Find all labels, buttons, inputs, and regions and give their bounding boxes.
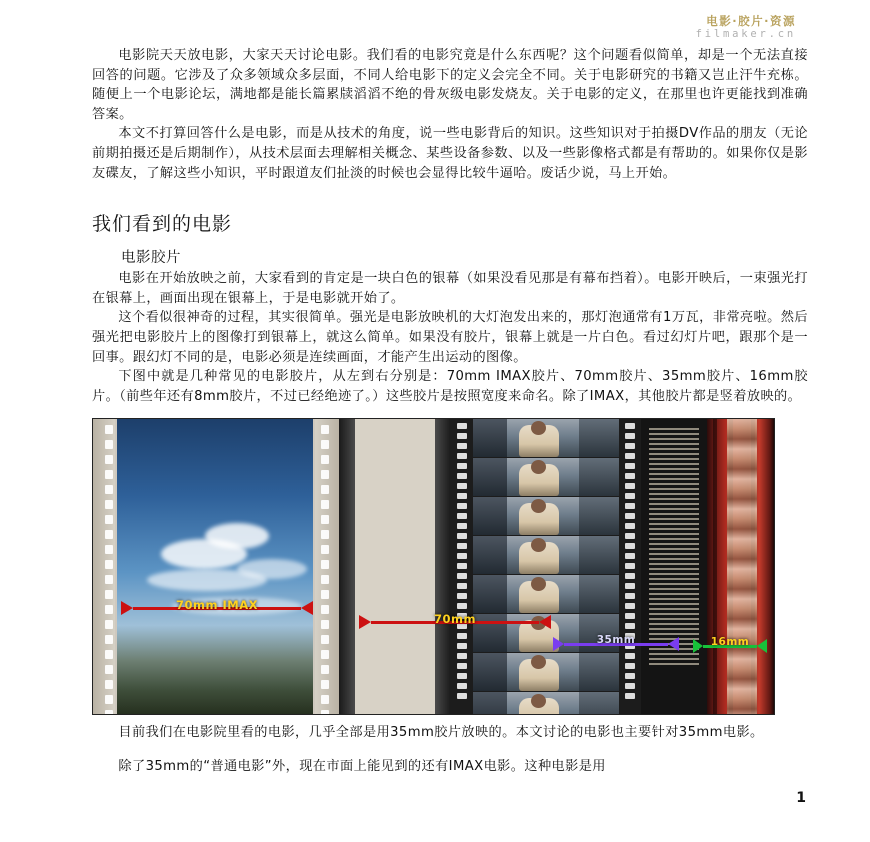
- measure-arrow-16mm: [693, 636, 767, 653]
- paragraph-5: 下图中就是几种常见的电影胶片，从左到右分别是：70mm IMAX胶片、70mm胶片、35mm胶片、16mm胶片。（前些年还有8mm胶片，不过已经绝迹了。）这些胶片是按照宽度来命名。除了IMAX，其他胶片都是竖着放映的。: [92, 369, 808, 404]
- paragraph-3: 电影在开始放映之前，大家看到的肯定是一块白色的银幕（如果没看见那是有幕布挡着）。电影开映后，一束强光打在银幕上，画面出现在银幕上，于是电影就开始了。: [92, 271, 808, 306]
- film-strip-text-lines: [649, 425, 699, 668]
- measure-label-imax: 70mm IMAX: [176, 598, 258, 613]
- paragraph-1: 电影院天天放电影，大家天天讨论电影。我们看的电影究竟是什么东西呢？这个问题看似简单，却是一个无法直接回答的问题。它涉及了众多领域众多层面，不同人给电影下的定义会完全不同。关于电影研究的书籍又岂止汗牛充栋。随便上一个电影论坛，满地都是能长篇累牍滔滔不绝的骨灰级电影发烧友。关于电影的定义，在那里也许更能找到准确答案。: [92, 48, 808, 122]
- film-frame: [473, 497, 619, 535]
- paragraph-2: 本文不打算回答什么是电影，而是从技术的角度，说一些电影背后的知识。这些知识对于拍摄DV作品的朋友（无论前期拍摄还是后期制作），从技术层面去理解相关概念、某些设备参数、以及一些影像格式都是有帮助的。如果你仅是影友碟友，了解这些小知识，平时跟道友们扯淡的时候也会显得比较牛逼哈。废话少说，马上开始。: [92, 126, 808, 181]
- subsection-heading: 电影胶片: [121, 250, 181, 267]
- film-strip-35mm-perforations-right: [621, 419, 639, 714]
- measure-label-70mm: 70mm: [434, 612, 476, 627]
- logo-chinese-text: 电影·胶片·资源: [706, 14, 796, 28]
- page-number: 1: [796, 790, 806, 806]
- film-strip-70mm-right-edge: [435, 419, 451, 714]
- film-strip-35mm-frames: [473, 419, 619, 714]
- cloud-shape: [205, 523, 269, 549]
- film-frame: [473, 458, 619, 496]
- logo-latin-text: filmaker.cn: [695, 28, 796, 41]
- measure-label-35mm: 35mm: [596, 634, 636, 647]
- film-formats-figure: [92, 418, 775, 715]
- paragraph-7: 除了35mm的“普通电影”外，现在市面上能见到的还有IMAX电影。这种电影是用: [118, 758, 606, 774]
- paragraph-4: 这个看似很神奇的过程，其实很简单。强光是电影放映机的大灯泡发出来的，那灯泡通常有1万瓦，非常亮啦。然后强光把电影胶片上的图像打到银幕上，就这么简单。如果没有胶片，银幕上就是一片白色。看过幻灯片吧，跟那个是一回事。跟幻灯不同的是，电影必须是连续画面，才能产生出运动的图像。: [92, 310, 808, 365]
- film-frame: [473, 419, 619, 457]
- measure-arrow-70mm-imax: [121, 598, 313, 615]
- measure-arrow-35mm: [553, 634, 679, 651]
- film-frame: [473, 653, 619, 691]
- measure-arrow-70mm: [359, 612, 551, 629]
- imax-frame-image: [117, 419, 313, 714]
- document-content: [92, 46, 808, 777]
- section-heading: 我们看到的电影: [92, 213, 233, 236]
- site-logo: [696, 14, 796, 42]
- film-strip-35mm-perforations-left: [453, 419, 471, 714]
- imax-sprocket-holes-left: [103, 419, 115, 714]
- film-strip-70mm-left-edge: [339, 419, 355, 714]
- film-strip-70mm-emulsion: [355, 419, 435, 714]
- film-strip-16mm-frame: [727, 419, 757, 714]
- paragraph-6: 目前我们在电影院里看的电影，几乎全部是用35mm胶片放映的。本文讨论的电影也主要针对35mm电影。: [118, 725, 764, 741]
- film-frame: [473, 692, 619, 715]
- imax-sprocket-holes-right: [319, 419, 331, 714]
- measure-label-16mm: 16mm: [710, 636, 750, 649]
- cloud-shape: [237, 559, 307, 579]
- film-frame: [473, 536, 619, 574]
- film-frame: [473, 575, 619, 613]
